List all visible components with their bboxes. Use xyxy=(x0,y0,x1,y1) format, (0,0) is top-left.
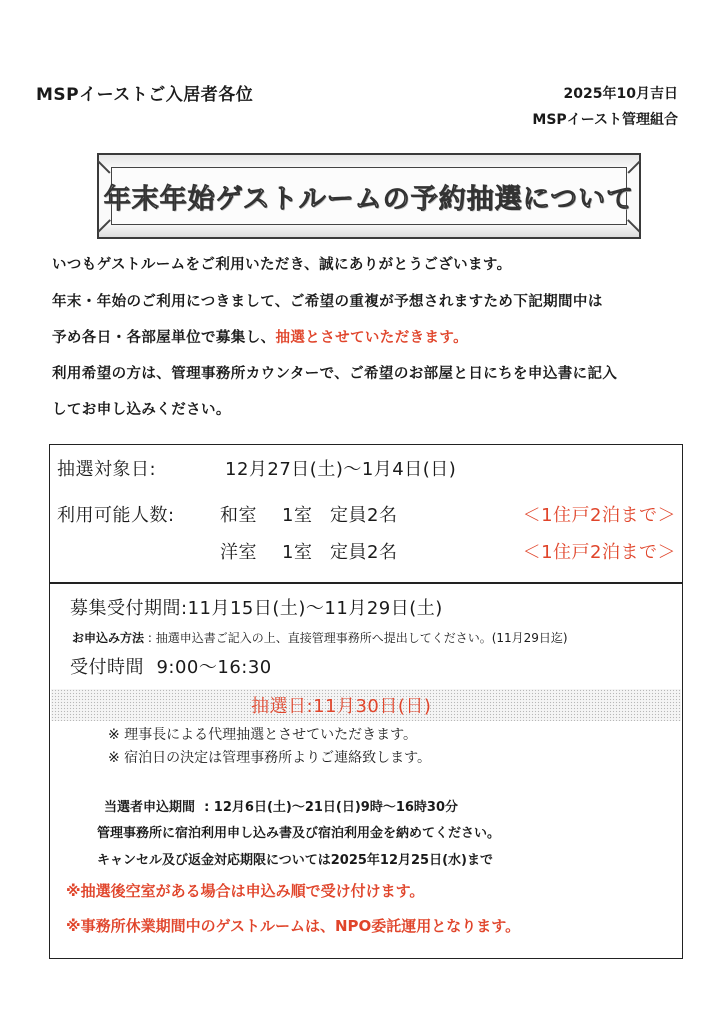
title-plaque xyxy=(97,153,641,239)
warning-vacancy: ※抽選後空室がある場合は申込み順で受け付けます。 xyxy=(66,882,425,900)
intro-line-1: いつもゲストルームをご利用いただき、誠にありがとうございます。 xyxy=(52,257,512,273)
application-period xyxy=(70,594,443,620)
application-method xyxy=(72,629,568,646)
intro-line-3 xyxy=(52,326,468,347)
cancel-note: キャンセル及び返金対応期限については2025年12月25日(水)まで xyxy=(97,853,493,868)
target-days-label: 抽選対象日: xyxy=(57,459,157,480)
application-method-value: : 抽選申込書ご記入の上、直接管理事務所へ提出してください。(11月29日迄) xyxy=(147,631,568,645)
box-divider xyxy=(49,582,683,584)
room-limit-western: ＜1住戸2泊まで＞ xyxy=(522,542,676,563)
application-period-value: 11月15日(土)～11月29日(土) xyxy=(187,598,443,619)
reception-hours-value: 9:00～16:30 xyxy=(156,657,272,678)
reception-hours-label: 受付時間 xyxy=(70,657,144,678)
target-days-value: 12月27日(土)～1月4日(日) xyxy=(225,459,457,480)
winner-period-label: 当選者申込期間 xyxy=(104,800,196,815)
lottery-emphasis: 抽選とさせていただきます。 xyxy=(275,330,469,346)
intro-line-5: してお申し込みください。 xyxy=(52,402,231,418)
room-count-western: 1室 xyxy=(282,542,313,563)
page-title: 年末年始ゲストルームの予約抽選について xyxy=(103,183,635,215)
room-capacity-western: 定員2名 xyxy=(330,542,398,563)
application-period-label: 募集受付期間: xyxy=(70,598,188,619)
lottery-day: 抽選日:11月30日(日) xyxy=(251,696,432,717)
organization-name: MSPイースト管理組合 xyxy=(532,112,678,128)
room-limit-japanese: ＜1住戸2泊まで＞ xyxy=(522,505,676,526)
room-type-japanese: 和室 xyxy=(220,505,257,526)
room-count-japanese: 1室 xyxy=(282,505,313,526)
capacity-label: 利用可能人数: xyxy=(57,505,175,526)
intro-line-2: 年末・年始のご利用につきまして、ご希望の重複が予想されますため下記期間中は xyxy=(52,294,603,310)
note-confirmation: ※ 宿泊日の決定は管理事務所よりご連絡致します。 xyxy=(108,750,432,766)
winner-period-value: : 12月6日(土)～21日(日)9時～16時30分 xyxy=(204,800,459,815)
addressee: MSPイーストご入居者各位 xyxy=(36,85,254,105)
reception-hours xyxy=(70,653,272,679)
intro-line-4: 利用希望の方は、管理事務所カウンターで、ご希望のお部屋と日にちを申込書に記入 xyxy=(52,366,618,382)
note-proxy-lottery: ※ 理事長による代理抽選とさせていただきます。 xyxy=(108,727,418,743)
application-method-label: お申込み方法 xyxy=(72,631,145,645)
room-type-western: 洋室 xyxy=(220,542,257,563)
room-capacity-japanese: 定員2名 xyxy=(330,505,398,526)
intro-line-3-prefix: 予め各日・各部屋単位で募集し、 xyxy=(52,330,276,346)
payment-note: 管理事務所に宿泊利用申し込み書及び宿泊利用金を納めてください。 xyxy=(97,826,501,841)
warning-npo: ※事務所休業期間中のゲストルームは、NPO委託運用となります。 xyxy=(66,917,521,935)
winner-period xyxy=(104,796,458,815)
issue-date: 2025年10月吉日 xyxy=(563,86,678,102)
